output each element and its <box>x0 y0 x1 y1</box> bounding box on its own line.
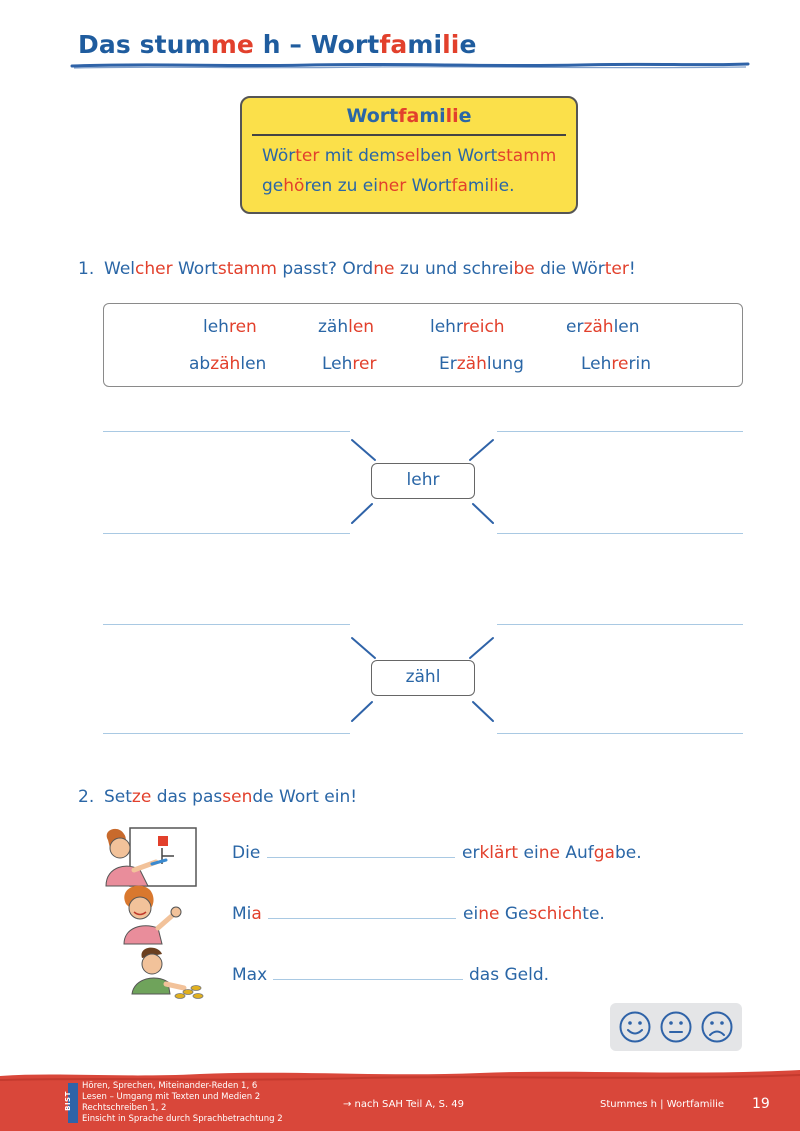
word-bank-item: Lehrer <box>322 354 377 374</box>
answer-line[interactable] <box>103 533 350 534</box>
sentence-3-start: Max <box>232 965 268 985</box>
answer-line[interactable] <box>103 431 350 432</box>
title-underline <box>70 60 750 70</box>
page-title: Das stumme h – Wortfamilie <box>78 30 477 59</box>
word-bank-item: lehrreich <box>430 317 505 337</box>
fill-in-blank-1[interactable] <box>267 857 455 858</box>
boy-max-illustration <box>112 944 212 1010</box>
sad-face-icon[interactable] <box>700 1010 734 1044</box>
bist-badge: BIST <box>68 1083 78 1123</box>
neutral-face-icon[interactable] <box>659 1010 693 1044</box>
sentence-2-start: Mia <box>232 904 262 924</box>
word-stem-box: zähl <box>371 660 475 696</box>
answer-line[interactable] <box>497 733 743 734</box>
task-2-instruction: 2. Setze das passende Wort ein! <box>78 787 358 807</box>
word-bank <box>103 303 743 387</box>
sentence-1-start: Die <box>232 843 261 863</box>
footer-competence: Hören, Sprechen, Miteinander-Reden 1, 6 <box>82 1081 258 1091</box>
sentence-1-end: erklärt eine Aufgabe. <box>462 843 642 863</box>
girl-mia-illustration <box>112 882 212 948</box>
word-bank-item: abzählen <box>189 354 267 374</box>
sentence-3-end: das Geld. <box>469 965 550 985</box>
word-stem-box: lehr <box>371 463 475 499</box>
page-number: 19 <box>752 1096 770 1112</box>
word-bank-item: Lehrerin <box>581 354 651 374</box>
answer-line[interactable] <box>497 624 743 625</box>
footer-topic: Stummes h | Wortfamilie <box>600 1099 725 1110</box>
sentence-2-end: eine Geschichte. <box>463 904 605 924</box>
answer-line[interactable] <box>103 624 350 625</box>
footer-competence: Rechtschreiben 1, 2 <box>82 1103 167 1113</box>
happy-face-icon[interactable] <box>618 1010 652 1044</box>
answer-line[interactable] <box>497 431 743 432</box>
info-box-divider <box>252 134 566 136</box>
info-box-wortfamilie <box>240 96 578 214</box>
footer-competence: Lesen – Umgang mit Texten und Medien 2 <box>82 1092 261 1102</box>
info-box-line-1: Wörter mit demselben Wortstamm <box>262 146 557 166</box>
fill-in-blank-3[interactable] <box>273 979 463 980</box>
self-assessment-panel <box>610 1003 742 1051</box>
word-bank-item: erzählen <box>566 317 640 337</box>
footer-reference: → nach SAH Teil A, S. 49 <box>343 1099 465 1110</box>
answer-line[interactable] <box>497 533 743 534</box>
answer-line[interactable] <box>103 733 350 734</box>
task-1-instruction: 1. Welcher Wortstamm passt? Ordne zu und schreibe die Wörter! <box>78 259 636 279</box>
fill-in-blank-2[interactable] <box>268 918 456 919</box>
footer-competence: Einsicht in Sprache durch Sprachbetrachtung 2 <box>82 1114 283 1124</box>
word-bank-item: Erzählung <box>439 354 524 374</box>
info-box-heading: Wortfamilie <box>346 105 472 127</box>
word-bank-item: zählen <box>318 317 375 337</box>
info-box-line-2: gehören zu einer Wortfamilie. <box>262 176 515 196</box>
word-bank-item: lehren <box>203 317 257 337</box>
